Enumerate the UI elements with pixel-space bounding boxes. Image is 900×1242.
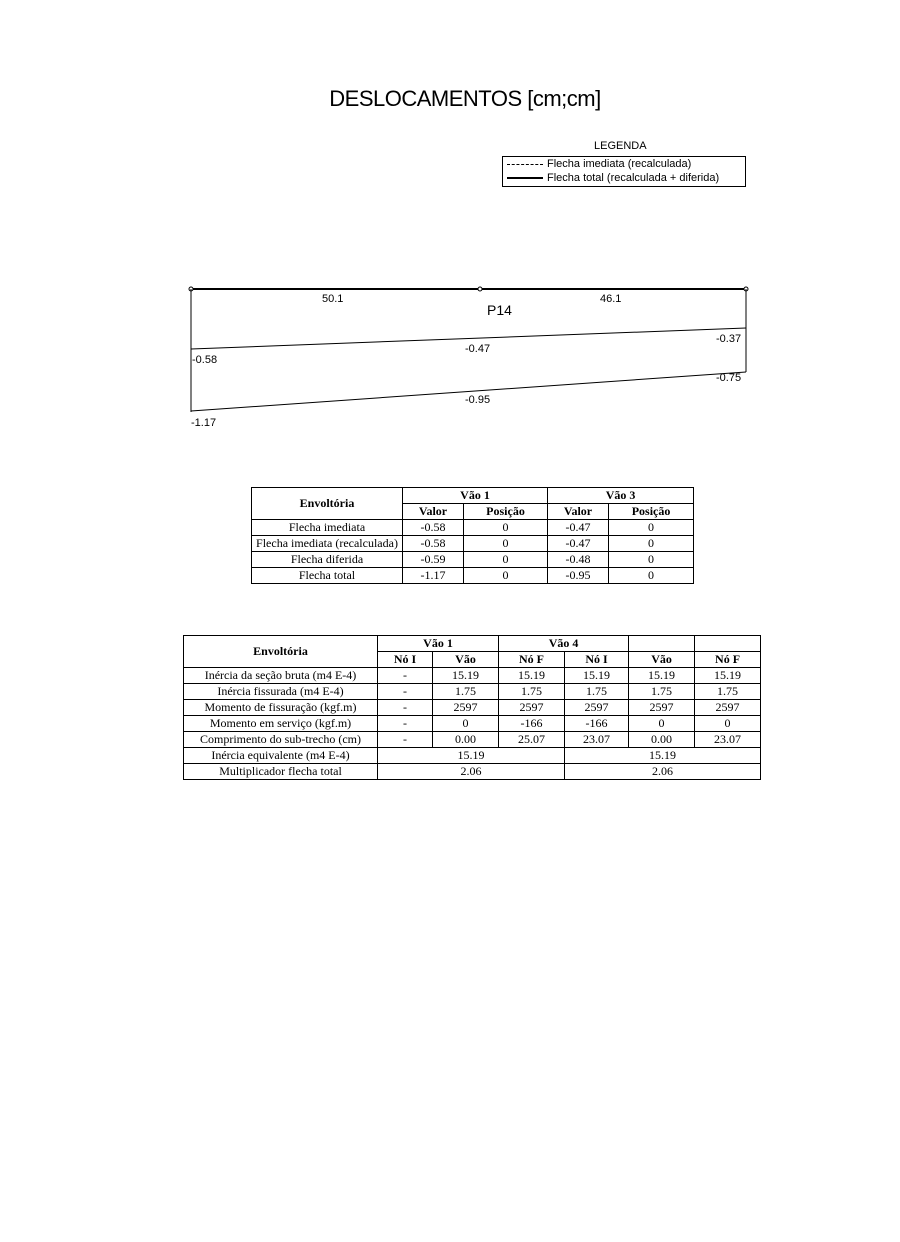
table-header-blank — [629, 636, 695, 652]
table-cell: -0.95 — [548, 568, 609, 584]
table-cell: 1.75 — [499, 684, 565, 700]
table-cell: - — [378, 684, 433, 700]
table-cell: 23.07 — [565, 732, 629, 748]
inertia-table — [183, 635, 761, 780]
row-label: Comprimento do sub-trecho (cm) — [184, 732, 378, 748]
table-cell: 0 — [609, 520, 694, 536]
table-cell: 15.19 — [565, 748, 761, 764]
total-value-left: -1.17 — [191, 417, 217, 429]
table-subheader: Posição — [464, 504, 548, 520]
table-row — [184, 748, 761, 764]
table-cell: 25.07 — [499, 732, 565, 748]
table-header-blank — [695, 636, 761, 652]
table-cell: 1.75 — [433, 684, 499, 700]
table-subheader: Nó F — [499, 652, 565, 668]
table-cell: 15.19 — [695, 668, 761, 684]
row-label: Inércia equivalente (m4 E-4) — [184, 748, 378, 764]
deflection-diagram — [0, 0, 900, 460]
table-subheader: Nó I — [565, 652, 629, 668]
row-label: Momento em serviço (kgf.m) — [184, 716, 378, 732]
table-row — [184, 764, 761, 780]
table-cell: 0 — [464, 568, 548, 584]
table-subheader: Nó F — [695, 652, 761, 668]
table-row — [184, 700, 761, 716]
table-cell: 0 — [609, 568, 694, 584]
legend-item-label: Flecha imediata (recalculada) — [547, 158, 692, 170]
table-header-envoltoria: Envoltória — [184, 636, 378, 668]
table-cell: 2.06 — [378, 764, 565, 780]
table-cell: 0 — [609, 536, 694, 552]
row-label: Flecha total — [252, 568, 403, 584]
table-cell: 23.07 — [695, 732, 761, 748]
table-cell: 2597 — [629, 700, 695, 716]
table-cell: 15.19 — [629, 668, 695, 684]
table-cell: 0 — [609, 552, 694, 568]
table-cell: -0.59 — [403, 552, 464, 568]
table-subheader: Valor — [548, 504, 609, 520]
table-cell: 0.00 — [629, 732, 695, 748]
table-row — [184, 684, 761, 700]
table-cell: 2.06 — [565, 764, 761, 780]
table-cell: 0 — [464, 520, 548, 536]
table-cell: 0 — [695, 716, 761, 732]
table-cell: - — [378, 700, 433, 716]
table-cell: 0 — [433, 716, 499, 732]
table-cell: -0.58 — [403, 536, 464, 552]
table-cell: 15.19 — [378, 748, 565, 764]
table-cell: 15.19 — [565, 668, 629, 684]
table-subheader: Valor — [403, 504, 464, 520]
table-row — [252, 568, 694, 584]
table-cell: 2597 — [695, 700, 761, 716]
span-label-2: 46.1 — [600, 293, 622, 305]
legend-title: LEGENDA — [594, 140, 647, 152]
legend-item-label: Flecha total (recalculada + diferida) — [547, 172, 720, 184]
table-cell: - — [378, 732, 433, 748]
immediate-value-right: -0.37 — [716, 333, 742, 345]
table-cell: 0 — [629, 716, 695, 732]
table-cell: 1.75 — [565, 684, 629, 700]
table-cell: -166 — [499, 716, 565, 732]
table-cell: - — [378, 716, 433, 732]
table-cell: 15.19 — [433, 668, 499, 684]
table-cell: - — [378, 668, 433, 684]
table-subheader: Vão — [629, 652, 695, 668]
row-label: Inércia da seção bruta (m4 E-4) — [184, 668, 378, 684]
table-row — [252, 552, 694, 568]
table-cell: 15.19 — [499, 668, 565, 684]
table-row — [184, 716, 761, 732]
table-cell: 1.75 — [695, 684, 761, 700]
table-cell: 0 — [464, 552, 548, 568]
table-cell: -0.47 — [548, 536, 609, 552]
total-value-right: -0.75 — [716, 372, 742, 384]
table-header-span: Vão 4 — [499, 636, 629, 652]
table-cell: 2597 — [499, 700, 565, 716]
row-label: Flecha diferida — [252, 552, 403, 568]
table-cell: 1.75 — [629, 684, 695, 700]
immediate-value-middle: -0.47 — [465, 343, 491, 355]
table-cell: -166 — [565, 716, 629, 732]
table-row — [252, 536, 694, 552]
table-row — [184, 668, 761, 684]
span-label-1: 50.1 — [322, 293, 344, 305]
row-label: Inércia fissurada (m4 E-4) — [184, 684, 378, 700]
row-label: Multiplicador flecha total — [184, 764, 378, 780]
table-cell: 0.00 — [433, 732, 499, 748]
row-label: Flecha imediata (recalculada) — [252, 536, 403, 552]
table-subheader: Posição — [609, 504, 694, 520]
deflection-table — [251, 487, 694, 584]
table-cell: 2597 — [433, 700, 499, 716]
table-cell: -1.17 — [403, 568, 464, 584]
page-title: DESLOCAMENTOS [cm;cm] — [329, 86, 601, 111]
row-label: Flecha imediata — [252, 520, 403, 536]
table-cell: -0.47 — [548, 520, 609, 536]
support-middle — [478, 287, 482, 291]
row-label: Momento de fissuração (kgf.m) — [184, 700, 378, 716]
immediate-value-left: -0.58 — [192, 354, 218, 366]
table-row — [252, 520, 694, 536]
table-header-span: Vão 1 — [403, 488, 548, 504]
table-cell: -0.48 — [548, 552, 609, 568]
table-cell: 2597 — [565, 700, 629, 716]
table-header-envoltoria: Envoltória — [252, 488, 403, 520]
table-subheader: Nó I — [378, 652, 433, 668]
table-cell: 0 — [464, 536, 548, 552]
pillar-label: P14 — [487, 302, 512, 318]
table-subheader: Vão — [433, 652, 499, 668]
table-cell: -0.58 — [403, 520, 464, 536]
table-header-span: Vão 1 — [378, 636, 499, 652]
table-row — [184, 732, 761, 748]
table-header-span: Vão 3 — [548, 488, 694, 504]
total-value-middle: -0.95 — [465, 394, 491, 406]
